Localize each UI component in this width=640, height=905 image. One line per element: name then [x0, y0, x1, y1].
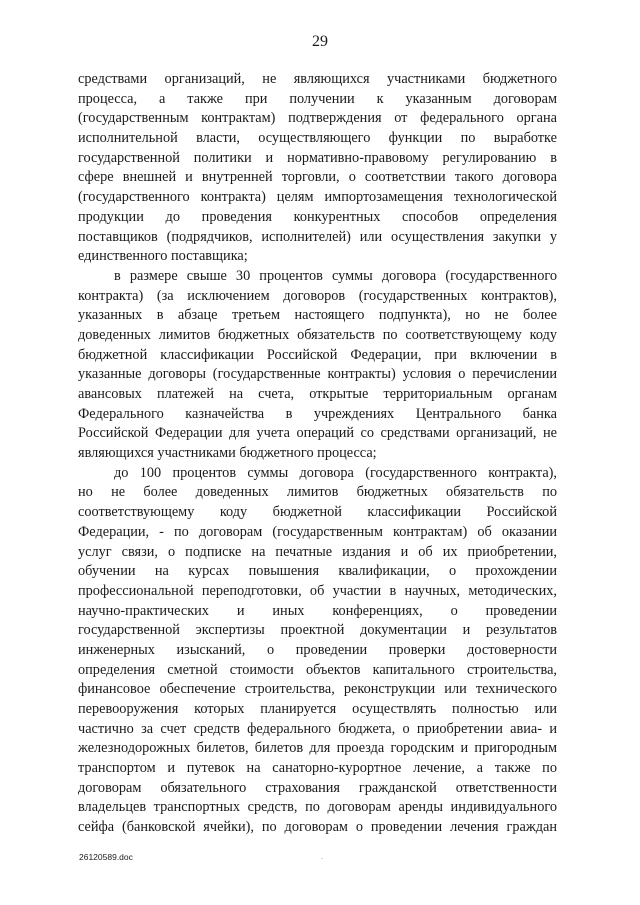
- text-line: продукции до проведения конкурентных способов определения: [78, 208, 557, 225]
- text-line: единственного поставщика;: [78, 248, 248, 265]
- text-line: (государственного контракта) целям импортозамещения технологической: [78, 189, 557, 206]
- text-line: процесса, а также при получении к указанным договорам: [78, 90, 557, 107]
- text-line: контракта) (за исключением договоров (государственных контрактов),: [78, 287, 557, 304]
- text-line: определения сметной стоимости объектов капитального строительства,: [78, 661, 557, 678]
- text-line: владельцев транспортных средств, по договорам аренды индивидуального: [78, 799, 557, 816]
- text-line: средствами организаций, не являющихся участниками бюджетного: [78, 71, 557, 87]
- text-line: обучении на курсах повышения квалификации, о прохождении: [78, 563, 557, 580]
- text-line: авансовых платежей на счета, открытые территориальным органам: [78, 386, 557, 402]
- text-line: частично за счет средств федерального бюджета, о приобретении авиа- и: [78, 720, 557, 737]
- text-line: финансовое обеспечение строительства, реконструкции или технического: [78, 681, 557, 698]
- text-line: сфере внешней и внутренней торговли, о соответствии такого договора: [78, 169, 557, 186]
- text-line: Российской Федерации для учета операций со средствами организаций, не: [78, 425, 557, 442]
- text-line: железнодорожных билетов, билетов для проезда городским и пригородным: [78, 740, 557, 757]
- paragraph-3: [78, 464, 557, 838]
- document-body: [78, 70, 557, 838]
- text-line: доведенных лимитов бюджетных обязательств по соответствующему коду: [78, 326, 557, 343]
- text-line: поставщиков (подрядчиков, исполнителей) или осуществления закупки у: [78, 228, 557, 245]
- text-line: профессиональной переподготовки, об участии в научных, методических,: [78, 582, 557, 599]
- text-line: являющихся участниками бюджетного процесса;: [78, 445, 377, 462]
- text-line: инженерных изысканий, о проведении проверки достоверности: [78, 641, 557, 658]
- text-line: Федерации, - по договорам (государственным контрактам) об оказании: [78, 523, 557, 540]
- text-line: государственной политики и нормативно-правовому регулированию в: [78, 149, 557, 166]
- text-line: соответствующему коду бюджетной классификации Российской: [78, 504, 557, 521]
- text-line: договорам обязательного страхования гражданской ответственности: [78, 779, 557, 796]
- text-line: (государственным контрактам) подтверждения от федерального органа: [78, 110, 557, 127]
- text-line: государственной экспертизы проектной документации и результатов: [78, 622, 557, 639]
- text-line: бюджетной классификации Российской Федерации, при включении в: [78, 346, 557, 363]
- text-line: перевооружения которых планируется осуществлять полностью или: [78, 701, 557, 717]
- text-line: до 100 процентов суммы договора (государственного контракта),: [114, 464, 557, 481]
- text-line: исполнительной власти, осуществляющего функции по выработке: [78, 130, 557, 147]
- paragraph-2: [78, 267, 557, 464]
- text-line: указанных в абзаце третьем настоящего подпункта), но не более: [78, 307, 557, 324]
- paragraph-1: [78, 70, 557, 267]
- footer-file-name: 26120589.doc: [79, 852, 133, 862]
- text-line: указанные договоры (государственные контракты) условия о перечислении: [78, 366, 557, 383]
- text-line: но не более доведенных лимитов бюджетных обязательств по: [78, 484, 557, 501]
- text-line: научно-практических и иных конференциях, о проведении: [78, 602, 557, 619]
- text-line: в размере свыше 30 процентов суммы договора (государственного: [114, 267, 557, 284]
- text-line: сейфа (банковской ячейки), по договорам о проведении лечения граждан: [78, 819, 557, 836]
- text-line: транспортом и путевок на санаторно-курортное лечение, а также по: [78, 760, 557, 777]
- footer-mark: .: [321, 853, 323, 861]
- text-line: услуг связи, о подписке на печатные издания и об их приобретении,: [78, 543, 557, 560]
- page-number: 29: [312, 33, 328, 50]
- text-line: Федерального казначейства в учреждениях Центрального банка: [78, 405, 557, 422]
